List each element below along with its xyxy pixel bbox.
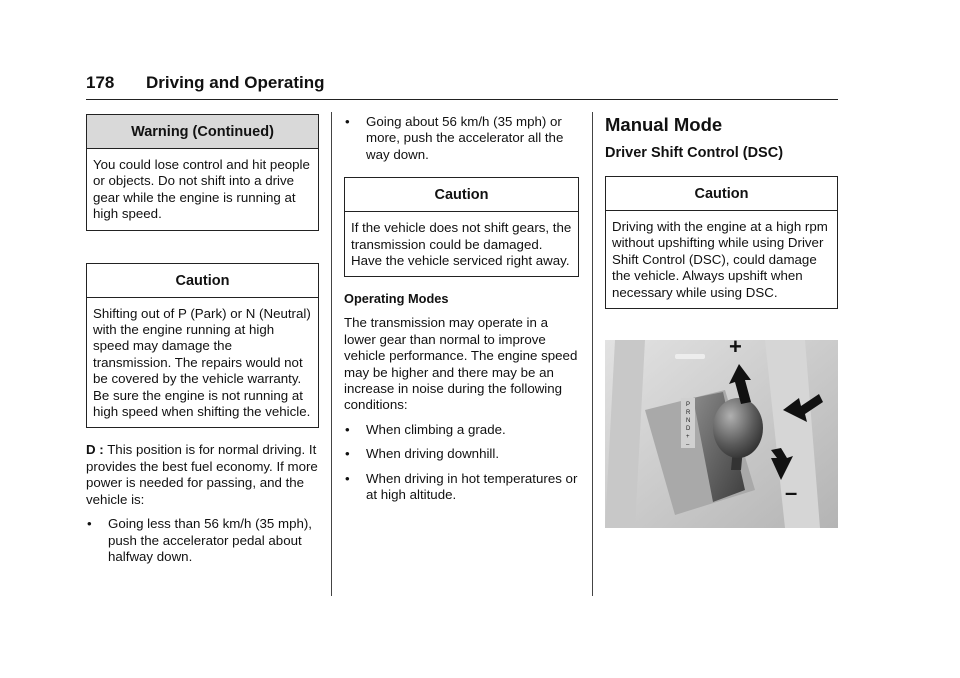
warning-body: You could lose control and hit people or objects. Do not shift into a drive gear while the engine is running at high speed. xyxy=(93,157,310,222)
operating-modes-heading: Operating Modes xyxy=(344,291,449,307)
caution-box xyxy=(344,177,579,277)
warning-box xyxy=(86,114,319,231)
caution-body: If the vehicle does not shift gears, the transmission could be damaged. Have the vehicle serviced right away. xyxy=(351,220,572,269)
gear-letter: D xyxy=(686,426,691,432)
caution-title: Caution xyxy=(87,264,318,298)
caution-title: Caution xyxy=(606,177,837,211)
list-item xyxy=(86,516,319,565)
gear-letter: N xyxy=(686,418,691,424)
caution-body: Shifting out of P (Park) or N (Neutral) with the engine running at high speed may damage the transmission. The repairs would not be covered by the vehicle warranty. Be sure the engine is not running at high speed when shifting the vehicle. xyxy=(93,305,311,420)
bullet-glyph: • xyxy=(345,114,350,129)
bullet-glyph: • xyxy=(87,516,92,532)
list-item xyxy=(344,114,579,163)
page-header xyxy=(86,70,838,100)
drive-label: D : xyxy=(86,442,104,458)
gear-letter: + xyxy=(686,434,690,440)
column-1 xyxy=(86,114,319,565)
column-divider xyxy=(331,112,332,596)
column-2 xyxy=(344,114,579,504)
caution-body: Driving with the engine at a high rpm without upshifting while using Driver Shift Control (DSC), could damage the vehicle. Always upshift when necessary while using DSC. xyxy=(612,219,828,300)
list-item-text: Going less than 56 km/h (35 mph), push the accelerator pedal about halfway down. xyxy=(108,516,312,564)
shifter-svg xyxy=(605,340,838,528)
list-item-text: When climbing a grade. xyxy=(366,421,506,437)
gear-letter: – xyxy=(686,442,690,448)
warning-title: Warning (Continued) xyxy=(87,115,318,149)
drive-description xyxy=(86,442,319,508)
page-number: 178 xyxy=(86,73,115,92)
column-divider xyxy=(592,112,593,596)
bullet-glyph: • xyxy=(345,446,350,462)
bullet-glyph: • xyxy=(345,470,350,486)
shifter-knob xyxy=(713,398,763,458)
shifter-illustration xyxy=(605,340,838,528)
drive-text: This position is for normal driving. It provides the best fuel economy. If more power is needed for passing, and the vehicle is: xyxy=(86,442,318,507)
caution-title: Caution xyxy=(345,178,578,212)
list-item-text: When driving in hot temperatures or at high altitude. xyxy=(366,470,578,503)
manual-mode-heading: Manual Mode xyxy=(605,114,723,135)
list-item-text: Going about 56 km/h (35 mph) or more, push the accelerator all the way down. xyxy=(366,114,564,162)
minus-symbol: – xyxy=(785,480,798,505)
section-title: Driving and Operating xyxy=(146,73,325,92)
list-item xyxy=(344,471,579,504)
gear-letter: R xyxy=(686,410,691,416)
bullet-glyph: • xyxy=(345,421,350,437)
dsc-subheading: Driver Shift Control (DSC) xyxy=(605,145,784,161)
operating-modes-text: The transmission may operate in a lower gear than normal to improve vehicle performance. The engine speed may be higher and there may be an increase in noise during the following conditions: xyxy=(344,315,578,413)
console-slot xyxy=(675,354,705,359)
caution-box xyxy=(605,176,838,309)
plus-symbol: + xyxy=(729,340,742,359)
list-item-text: When driving downhill. xyxy=(366,446,500,462)
caution-box xyxy=(86,263,319,429)
list-item xyxy=(344,422,579,438)
list-item xyxy=(344,446,579,462)
column-3 xyxy=(605,114,838,309)
gear-letter: P xyxy=(686,402,691,408)
